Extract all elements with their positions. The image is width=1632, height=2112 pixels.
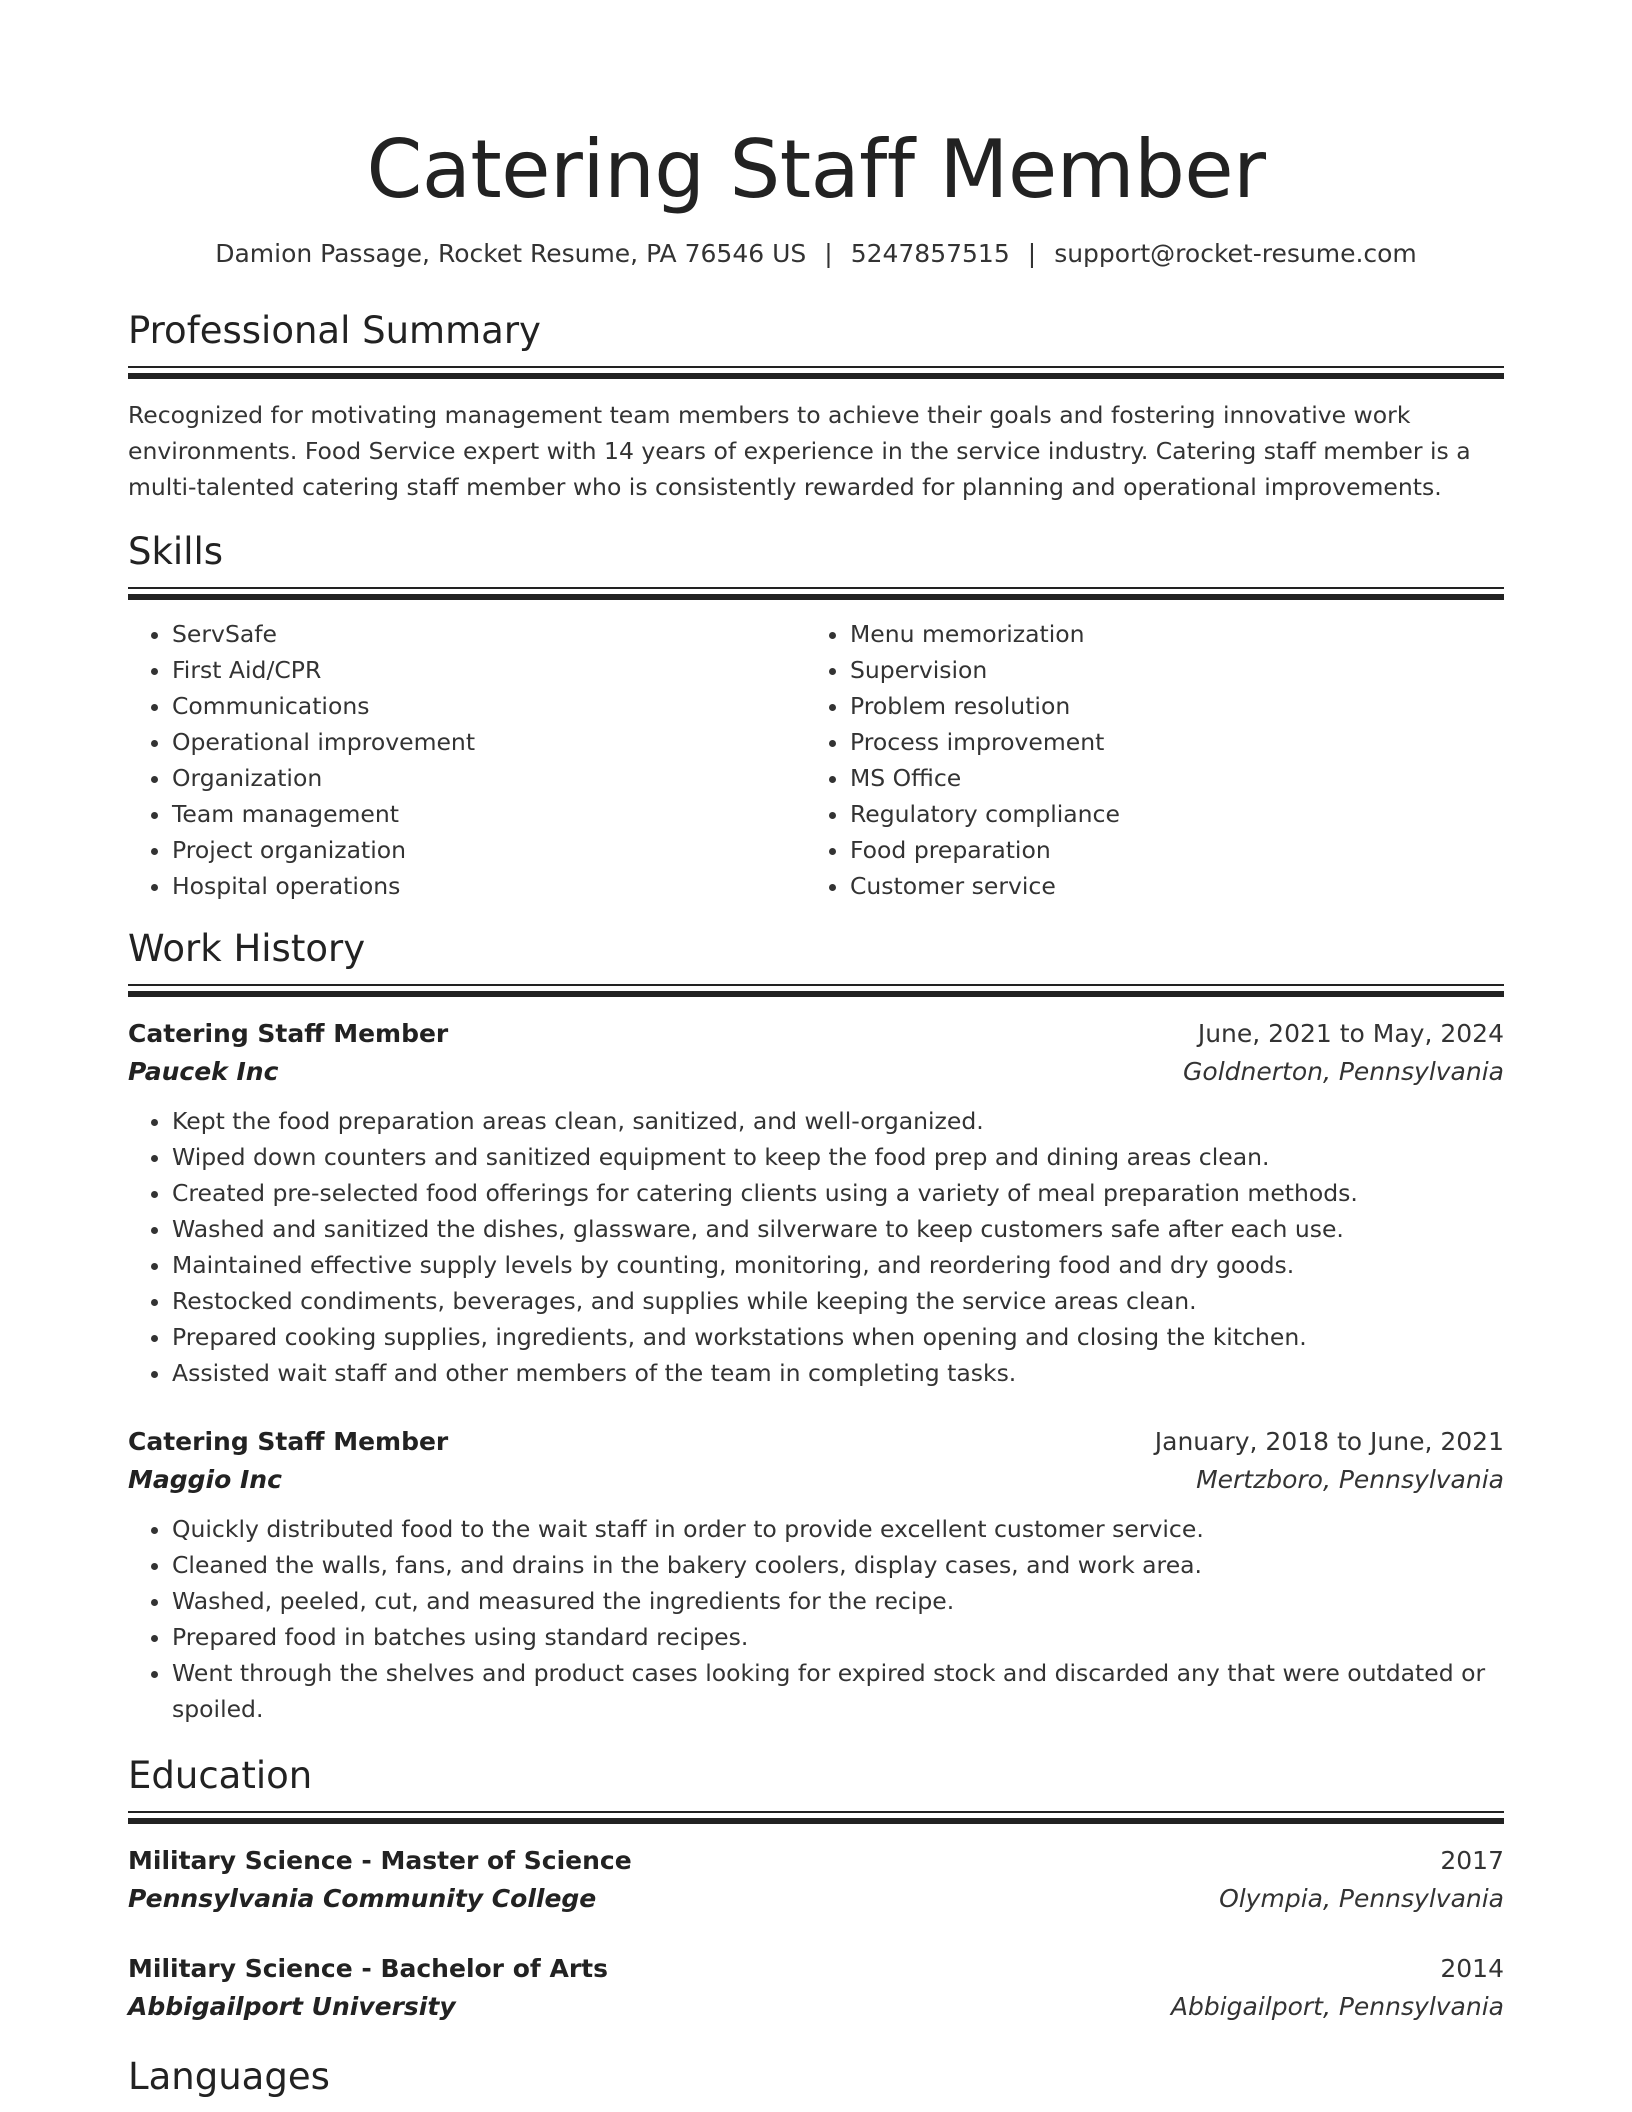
job-company: Paucek Inc	[128, 1057, 279, 1086]
job-company-row	[128, 1461, 1504, 1499]
section-rule	[128, 1811, 1504, 1813]
section-rule-thick	[128, 373, 1504, 379]
education-location: Olympia, Pennsylvania	[1219, 1884, 1504, 1913]
education-entry	[128, 1842, 1504, 1918]
section-heading-summary: Professional Summary	[128, 309, 541, 352]
job-bullet: • Went through the shelves and product cases looking for expired stock and discarded any that were outdated or spoiled.	[172, 1655, 1504, 1727]
education-location: Abbigailport, Pennsylvania	[1170, 1992, 1504, 2021]
job-location: Mertzboro, Pennsylvania	[1196, 1465, 1504, 1494]
job-bullet: • Prepared cooking supplies, ingredients, and workstations when opening and closing the kitchen.	[172, 1319, 1504, 1355]
skill-item: • Communications	[172, 688, 806, 724]
job-bullet: • Kept the food preparation areas clean, sanitized, and well-organized.	[172, 1103, 1504, 1139]
contact-separator: |	[824, 239, 833, 268]
job-location: Goldnerton, Pennsylvania	[1183, 1057, 1504, 1086]
education-year: 2014	[1440, 1954, 1504, 1983]
section-rule-thick	[128, 594, 1504, 600]
education-header-row	[128, 1842, 1504, 1880]
skill-item: • Team management	[172, 796, 806, 832]
skills-column-right	[806, 616, 1484, 904]
education-school: Pennsylvania Community College	[128, 1884, 597, 1913]
section-rule	[128, 587, 1504, 589]
skill-item: • Process improvement	[850, 724, 1484, 760]
education-entry	[128, 1950, 1504, 2026]
skill-item: • Regulatory compliance	[850, 796, 1484, 832]
job-dates: January, 2018 to June, 2021	[1154, 1427, 1504, 1456]
education-school-row	[128, 1880, 1504, 1918]
section-rule	[128, 984, 1504, 986]
job-bullet: • Prepared food in batches using standard recipes.	[172, 1619, 1504, 1655]
education-school-row	[128, 1988, 1504, 2026]
contact-line	[128, 236, 1504, 272]
education-year: 2017	[1440, 1846, 1504, 1875]
section-rule	[128, 366, 1504, 368]
job-bullet: • Cleaned the walls, fans, and drains in the bakery coolers, display cases, and work area.	[172, 1547, 1504, 1583]
job-bullets	[128, 1511, 1504, 1727]
skill-item: • Customer service	[850, 868, 1484, 904]
contact-separator: |	[1027, 239, 1037, 268]
job-bullet: • Washed and sanitized the dishes, glassware, and silverware to keep customers safe after each use.	[172, 1211, 1504, 1247]
contact-phone: 5247857515	[850, 239, 1010, 268]
contact-email: support@rocket-resume.com	[1054, 239, 1417, 268]
skill-item: • MS Office	[850, 760, 1484, 796]
summary-text: Recognized for motivating management team members to achieve their goals and fostering innovative work environments. Food Service expert with 14 years of experience in the service industry. Catering staff member is a multi-talented catering staff member who is consistently rewarded for planning and operational improvements.	[128, 401, 1471, 501]
skill-item: • Operational improvement	[172, 724, 806, 760]
section-rule-thick	[128, 1818, 1504, 1824]
job-company-row	[128, 1053, 1504, 1091]
job-title: Catering Staff Member	[128, 1019, 449, 1048]
job-header-row	[128, 1015, 1504, 1053]
skill-item: • Food preparation	[850, 832, 1484, 868]
section-heading-skills: Skills	[128, 530, 224, 573]
job-entry	[128, 1423, 1504, 1727]
skill-item: • Problem resolution	[850, 688, 1484, 724]
job-bullet: • Created pre-selected food offerings for catering clients using a variety of meal preparation methods.	[172, 1175, 1504, 1211]
section-heading-work: Work History	[128, 927, 366, 970]
skills-list	[128, 616, 1504, 904]
job-header-row	[128, 1423, 1504, 1461]
skill-item: • ServSafe	[172, 616, 806, 652]
skill-item: • Supervision	[850, 652, 1484, 688]
job-bullet: • Assisted wait staff and other members of the team in completing tasks.	[172, 1355, 1504, 1391]
education-school: Abbigailport University	[128, 1992, 456, 2021]
section-heading-languages: Languages	[128, 2055, 330, 2098]
skill-item: • Hospital operations	[172, 868, 806, 904]
job-bullet: • Washed, peeled, cut, and measured the ingredients for the recipe.	[172, 1583, 1504, 1619]
job-bullets	[128, 1103, 1504, 1391]
skills-column-left	[128, 616, 806, 904]
job-company: Maggio Inc	[128, 1465, 282, 1494]
section-rule-thick	[128, 991, 1504, 997]
education-header-row	[128, 1950, 1504, 1988]
skill-item: • Organization	[172, 760, 806, 796]
skill-item: • First Aid/CPR	[172, 652, 806, 688]
skill-item: • Project organization	[172, 832, 806, 868]
job-bullet: • Restocked condiments, beverages, and supplies while keeping the service areas clean.	[172, 1283, 1504, 1319]
job-entry	[128, 1015, 1504, 1391]
contact-address: Damion Passage, Rocket Resume, PA 76546 US	[215, 239, 807, 268]
job-dates: June, 2021 to May, 2024	[1197, 1019, 1504, 1048]
skill-item: • Menu memorization	[850, 616, 1484, 652]
education-degree: Military Science - Master of Science	[128, 1846, 632, 1875]
job-bullet: • Quickly distributed food to the wait staff in order to provide excellent customer service.	[172, 1511, 1504, 1547]
resume-page	[128, 0, 1504, 2100]
section-heading-education: Education	[128, 1754, 313, 1797]
resume-title: Catering Staff Member	[366, 123, 1266, 216]
education-degree: Military Science - Bachelor of Arts	[128, 1954, 608, 1983]
job-title: Catering Staff Member	[128, 1427, 449, 1456]
job-bullet: • Maintained effective supply levels by counting, monitoring, and reordering food and dry goods.	[172, 1247, 1504, 1283]
job-bullet: • Wiped down counters and sanitized equipment to keep the food prep and dining areas clean.	[172, 1139, 1504, 1175]
